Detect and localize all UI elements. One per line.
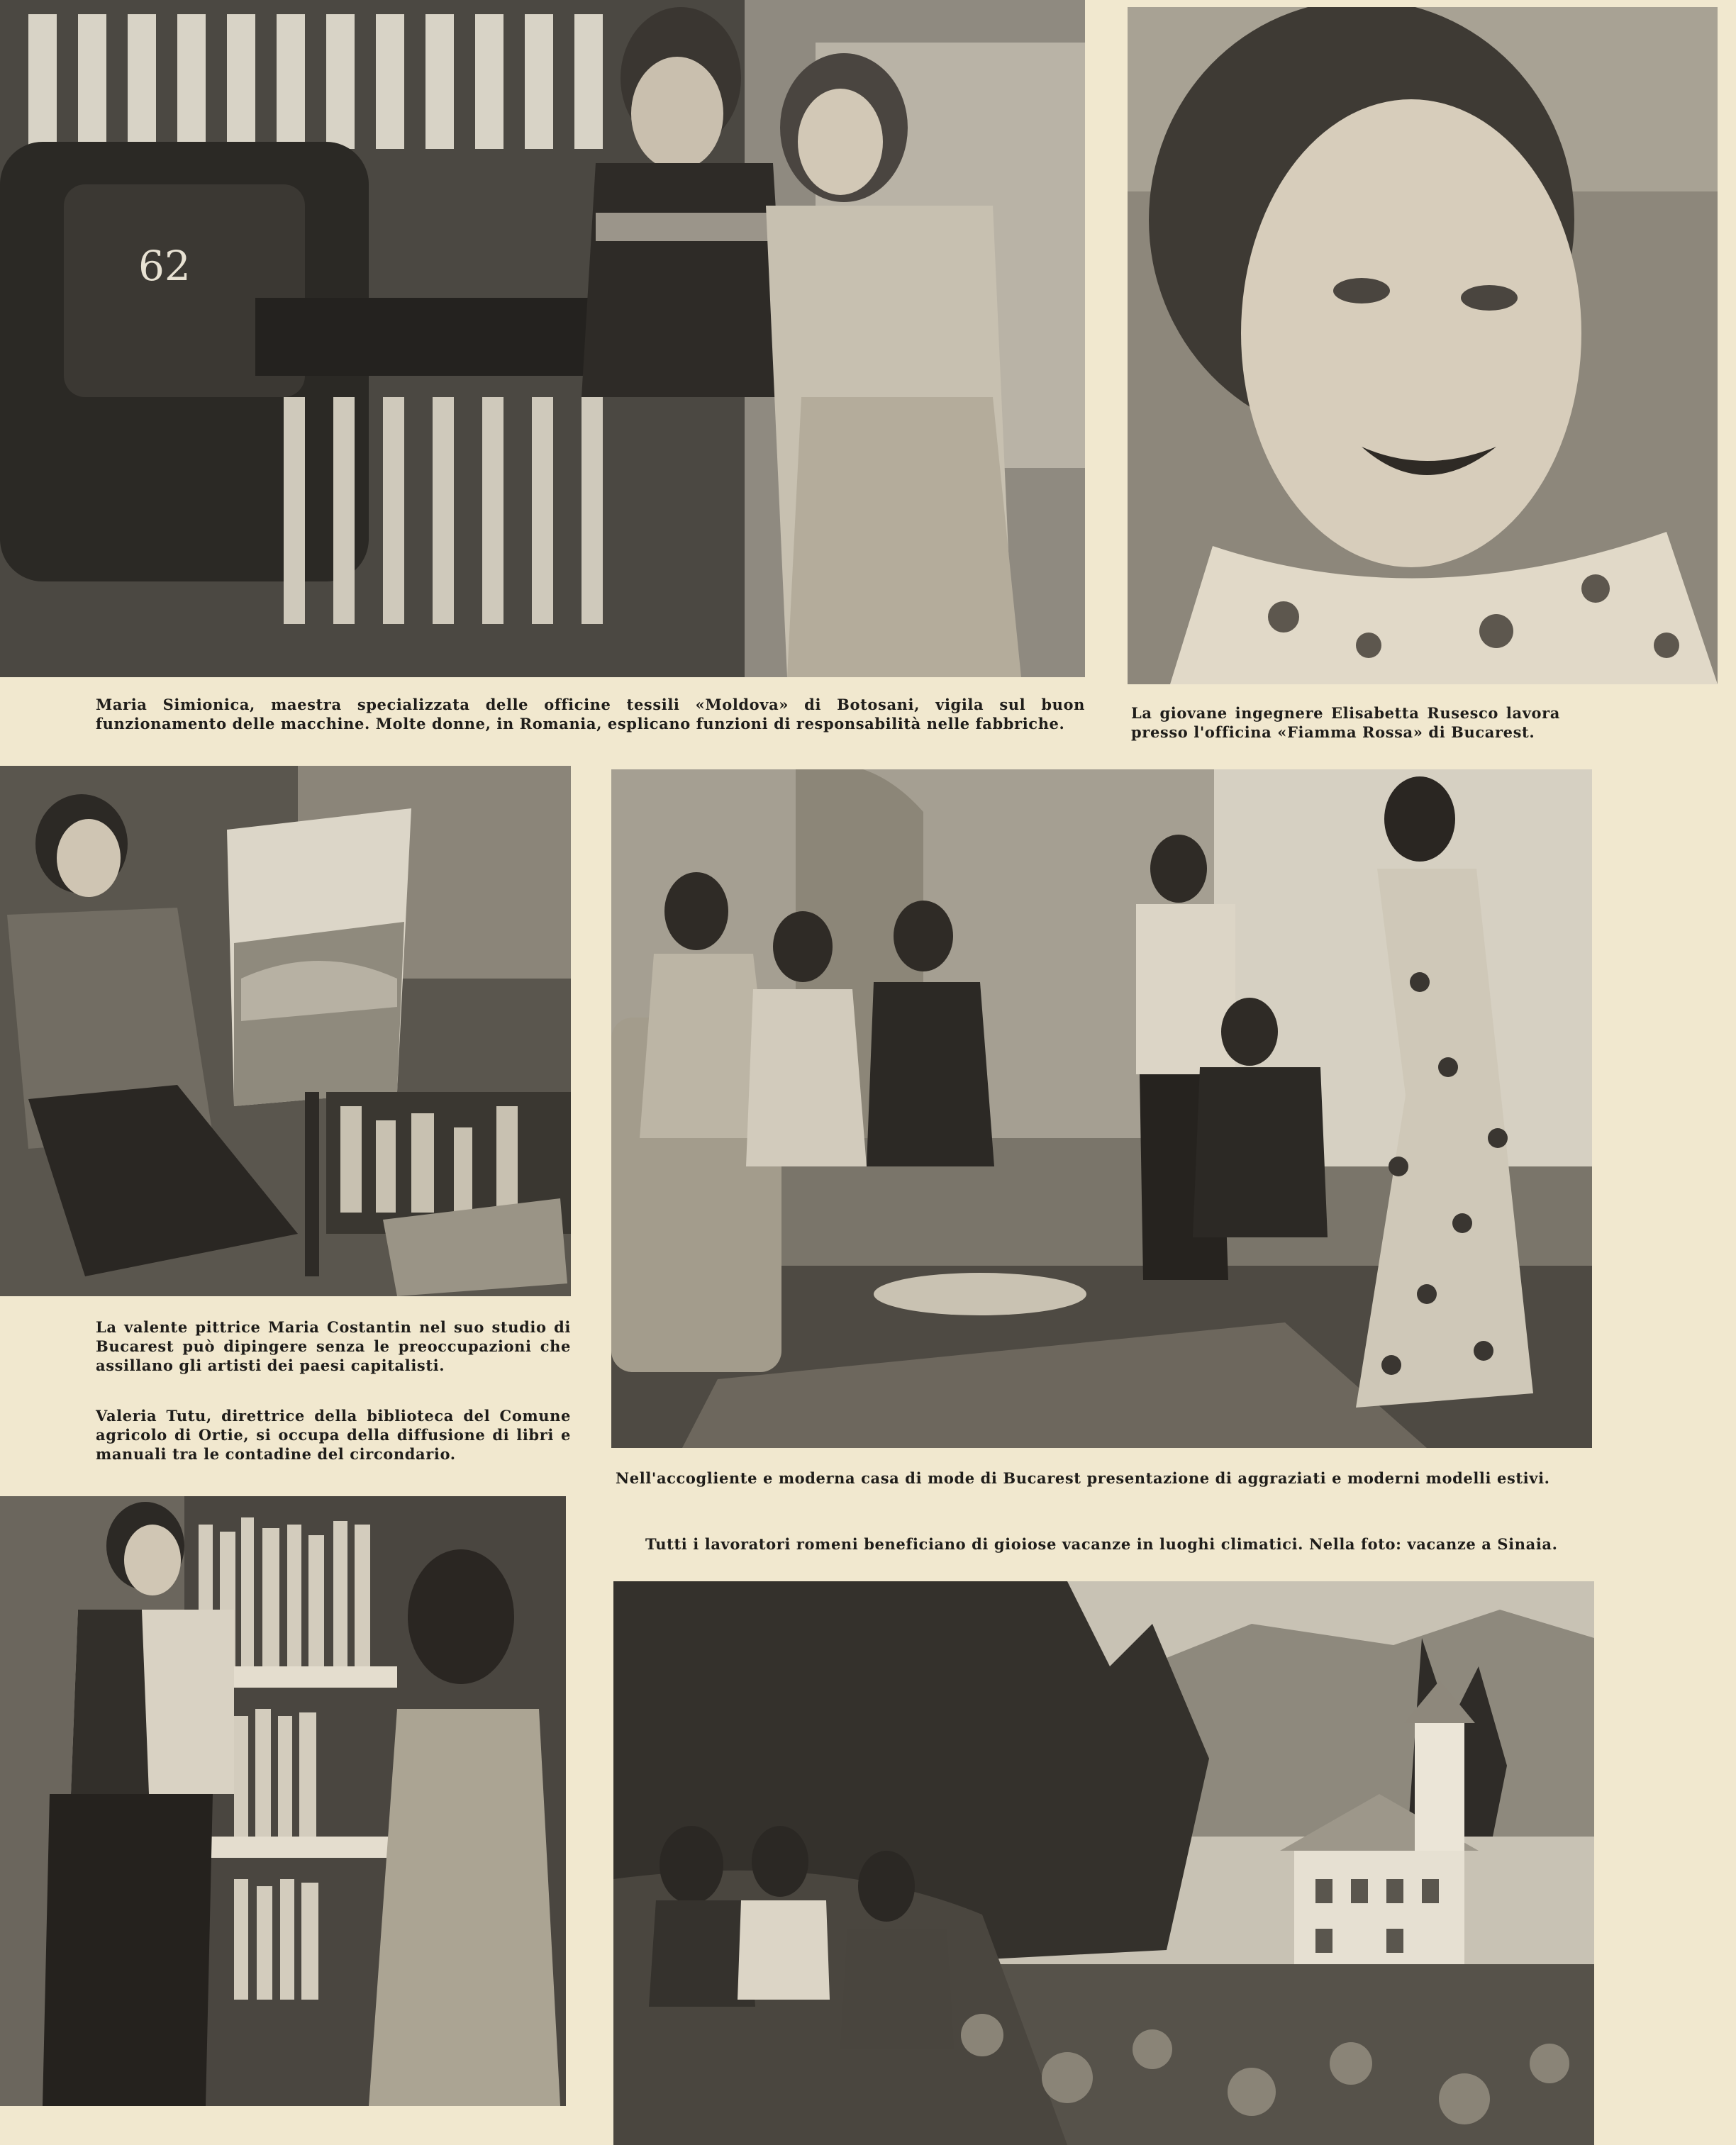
vacation-sinaia-photo — [613, 1581, 1594, 2145]
vacation-photo-caption: Tutti i lavoratori romeni beneficiano di gioiose vacanze in luoghi climatici. Nella foto: vacanze a Sinaia. — [645, 1535, 1558, 1553]
textile-photo-caption: Maria Simionica, maestra specializzata delle officine tessili «Moldova» di Botosani, vigila sul buon funzionamento delle macchine. Molte donne, in Romania, esplicano funzioni di responsabilità nelle fabbriche. — [96, 696, 1085, 732]
machine-number: 62 — [138, 242, 191, 290]
painter-photo-caption: La valente pittrice Maria Costantin nel suo studio di Bucarest può dipingere senza le preoccupazioni che assillano gli artisti dei paesi capitalisti. — [96, 1318, 571, 1374]
textile-factory-photo — [0, 0, 1085, 677]
library-photo — [0, 1496, 566, 2106]
library-photo-caption: Valeria Tutu, direttrice della biblioteca del Comune agricolo di Ortie, si occupa della diffusione di libri e manuali tra le contadine del circondario. — [96, 1407, 571, 1463]
engineer-photo-caption: La giovane ingegnere Elisabetta Rusesco lavora presso l'officina «Fiamma Rossa» di Bucarest. — [1131, 704, 1560, 741]
painter-studio-photo — [0, 766, 571, 1296]
fashion-photo-caption: Nell'accogliente e moderna casa di mode di Bucarest presentazione di aggraziati e moderni modelli estivi. — [616, 1469, 1550, 1487]
fashion-salon-photo — [611, 769, 1592, 1448]
engineer-portrait-photo — [1128, 7, 1718, 684]
